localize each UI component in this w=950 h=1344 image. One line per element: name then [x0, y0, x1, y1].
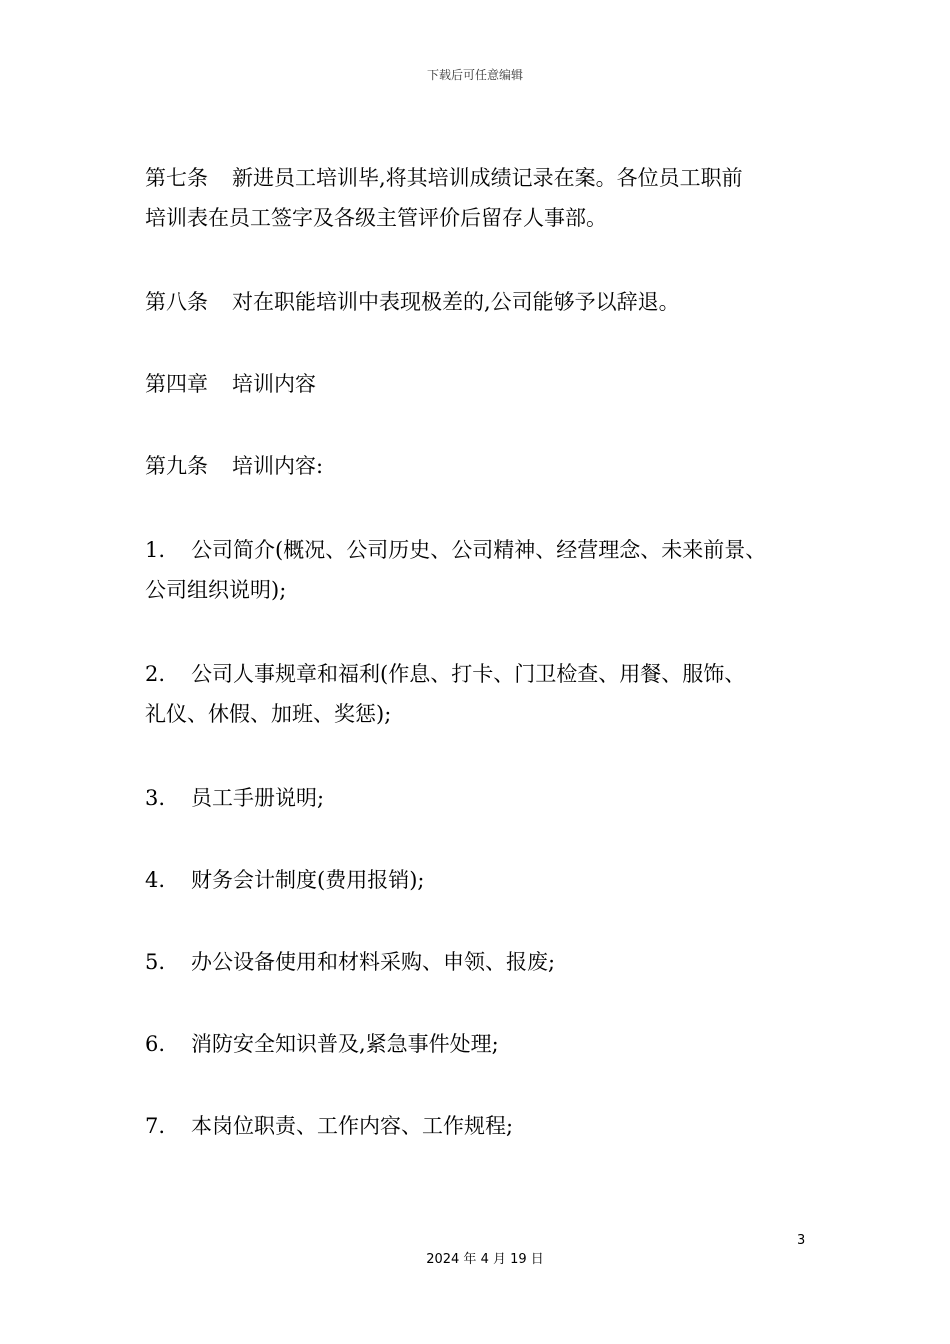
page-number: 3 — [797, 1233, 806, 1248]
list-item — [145, 530, 835, 610]
header-note: 下载后可任意编辑 — [426, 68, 523, 82]
list-item — [145, 654, 835, 734]
list-item-text: 消防安全知识普及,紧急事件处理; — [191, 1032, 499, 1056]
list-item-number: 6. — [145, 1032, 166, 1056]
article-7-line1: 新进员工培训毕,将其培训成绩记录在案。各位员工职前 — [232, 166, 743, 190]
list-item-number: 3. — [145, 786, 166, 810]
list-item-text: 本岗位职责、工作内容、工作规程; — [191, 1114, 514, 1138]
article-7-line2: 培训表在员工签字及各级主管评价后留存人事部。 — [145, 206, 607, 230]
list-item-continuation: 礼仪、休假、加班、奖惩); — [145, 702, 392, 726]
article-7-label: 第七条 — [145, 166, 208, 190]
list-item-text: 公司人事规章和福利(作息、打卡、门卫检查、用餐、服饰、 — [191, 662, 746, 686]
chapter-4-label: 第四章 — [145, 372, 208, 396]
list-item-number: 7. — [145, 1114, 166, 1138]
list-item-text: 办公设备使用和材料采购、申领、报废; — [191, 950, 556, 974]
list-item — [145, 1106, 835, 1146]
chapter-4-title: 培训内容 — [232, 372, 316, 396]
list-item-number: 5. — [145, 950, 166, 974]
article-9-label: 第九条 — [145, 454, 208, 478]
article-8 — [145, 282, 835, 322]
article-9-text: 培训内容: — [232, 454, 324, 478]
article-8-label: 第八条 — [145, 290, 208, 314]
list-item — [145, 1024, 835, 1064]
list-item-continuation: 公司组织说明); — [145, 578, 287, 602]
list-item — [145, 860, 835, 900]
list-item-number: 1. — [145, 538, 166, 562]
article-8-text: 对在职能培训中表现极差的,公司能够予以辞退。 — [232, 290, 680, 314]
footer-date: 2024 年 4 月 19 日 — [426, 1252, 544, 1267]
article-7 — [145, 158, 835, 238]
list-item — [145, 942, 835, 982]
list-item — [145, 778, 835, 818]
list-item-number: 2. — [145, 662, 166, 686]
list-item-text: 财务会计制度(费用报销); — [191, 868, 425, 892]
list-item-text: 员工手册说明; — [191, 786, 325, 810]
article-9 — [145, 446, 835, 486]
chapter-4-heading — [145, 364, 835, 404]
list-item-number: 4. — [145, 868, 166, 892]
list-item-text: 公司简介(概况、公司历史、公司精神、经营理念、未来前景、 — [191, 538, 767, 562]
